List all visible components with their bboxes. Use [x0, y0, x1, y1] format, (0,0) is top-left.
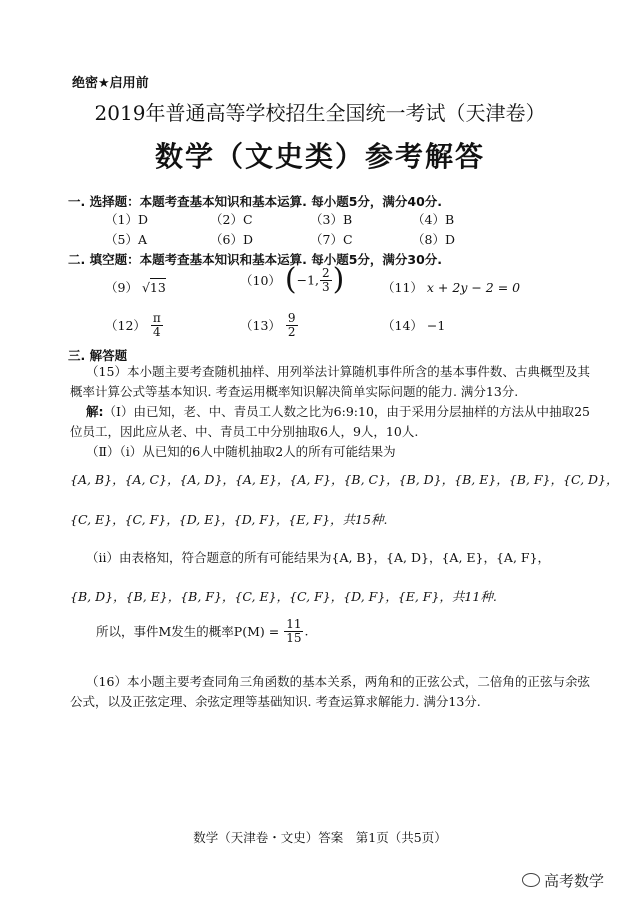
q14-value: −1 — [426, 318, 446, 333]
q9-radicand: 13 — [149, 280, 166, 295]
favorable-outcomes-2: {B, D}，{B, E}，{B, F}，{C, E}，{C, F}，{D, F}，{E, F}，共11种. — [70, 589, 497, 604]
q13-num: 9 — [287, 311, 296, 325]
answer-5: （5）A — [105, 232, 147, 247]
probability-line — [96, 618, 308, 644]
problem16-intro-text: （16）本小题主要考查同角三角函数的基本关系，两角和的正弦公式，二倍角的正弦与余弦公式，以及正弦定理、余弦定理等基础知识. 考查运算求解能力. 满分13分. — [70, 674, 590, 709]
problem16-intro — [70, 672, 590, 712]
fill-answer-14 — [382, 316, 445, 334]
q10-first: −1, — [296, 272, 320, 288]
sqrt-icon: √ — [141, 280, 150, 295]
solution-label: 解: — [86, 404, 104, 419]
answer-6: （6）D — [210, 232, 253, 247]
q14-label: （14） — [382, 318, 423, 333]
q11-expr: x + 2y − 2 = 0 — [426, 280, 521, 295]
problem15-intro — [70, 362, 590, 402]
fill-answer-13 — [240, 312, 299, 338]
q12-num: π — [152, 311, 161, 325]
probability-text: 所以，事件M发生的概率P(M) = — [96, 624, 280, 640]
problem15-solution-1 — [70, 402, 590, 442]
q10-den: 3 — [322, 279, 330, 294]
probability-end: . — [304, 623, 309, 639]
brand-badge — [522, 870, 604, 891]
answer-4: （4）B — [412, 212, 455, 227]
fill-answer-9 — [105, 278, 166, 296]
page-footer: 数学（天津卷・文史）答案 第1页（共5页） — [193, 830, 447, 845]
q9-label: （9） — [105, 280, 138, 295]
chat-bubble-icon — [522, 873, 540, 887]
outcome-list-2: {C, E}，{C, F}，{D, E}，{D, F}，{E, F}，共15种. — [70, 512, 388, 527]
secret-label: 绝密★启用前 — [72, 76, 149, 91]
q10-label: （10） — [240, 273, 281, 288]
answer-8: （8）D — [412, 232, 455, 247]
problem15-solution-1-text: （Ⅰ）由已知，老、中、青员工人数之比为6:9:10，由于采用分层抽样的方法从中抽取25位员工，因此应从老、中、青员工中分别抽取6人，9人，10人. — [70, 404, 590, 439]
problem15-part2: （Ⅱ）（ⅰ）从已知的6人中随机抽取2人的所有可能结果为 — [86, 444, 396, 459]
problem15-intro-text: （15）本小题主要考查随机抽样、用列举法计算随机事件所含的基本事件数、古典概型及其概率计算公式等基本知识. 考查运用概率知识解决简单实际问题的能力. 满分13分. — [70, 364, 590, 399]
q12-label: （12） — [105, 318, 146, 334]
outcome-list-1: {A, B}，{A, C}，{A, D}，{A, E}，{A, F}，{B, C}，{B, D}，{B, E}，{B, F}，{C, D}， — [70, 472, 619, 487]
q13-den: 2 — [287, 324, 296, 339]
q12-den: 4 — [153, 324, 161, 339]
q11-label: （11） — [382, 280, 423, 295]
left-paren-icon: ( — [284, 262, 297, 297]
doc-subtitle: 数学（文史类）参考解答 — [154, 140, 485, 173]
q10-num: 2 — [322, 265, 330, 280]
fill-answer-11 — [382, 278, 520, 296]
exam-title: 2019年普通高等学校招生全国统一考试（天津卷） — [94, 101, 546, 125]
q13-fraction — [286, 312, 298, 338]
answer-7: （7）C — [310, 232, 353, 247]
answer-2: （2）C — [210, 212, 253, 227]
probability-fraction — [284, 618, 303, 644]
q12-fraction — [151, 312, 163, 338]
section2-heading: 二. 填空题：本题考查基本知识和基本运算. 每小题5分，满分30分. — [68, 252, 443, 267]
probability-den: 15 — [286, 630, 302, 645]
fill-answer-12 — [105, 312, 164, 338]
brand-name: 高考数学 — [544, 872, 605, 890]
answer-1: （1）D — [105, 212, 148, 227]
q10-fraction — [320, 267, 332, 293]
q13-label: （13） — [240, 318, 281, 334]
answer-3: （3）B — [310, 212, 353, 227]
fill-answer-10 — [240, 262, 345, 297]
favorable-outcomes-1: （ⅱ）由表格知，符合题意的所有可能结果为{A, B}，{A, D}，{A, E}，{A, F}， — [86, 550, 551, 565]
right-paren-icon: ) — [332, 262, 345, 297]
section1-heading: 一. 选择题：本题考查基本知识和基本运算. 每小题5分，满分40分. — [68, 194, 443, 209]
section3-heading: 三. 解答题 — [68, 348, 128, 363]
probability-num: 11 — [286, 617, 302, 631]
